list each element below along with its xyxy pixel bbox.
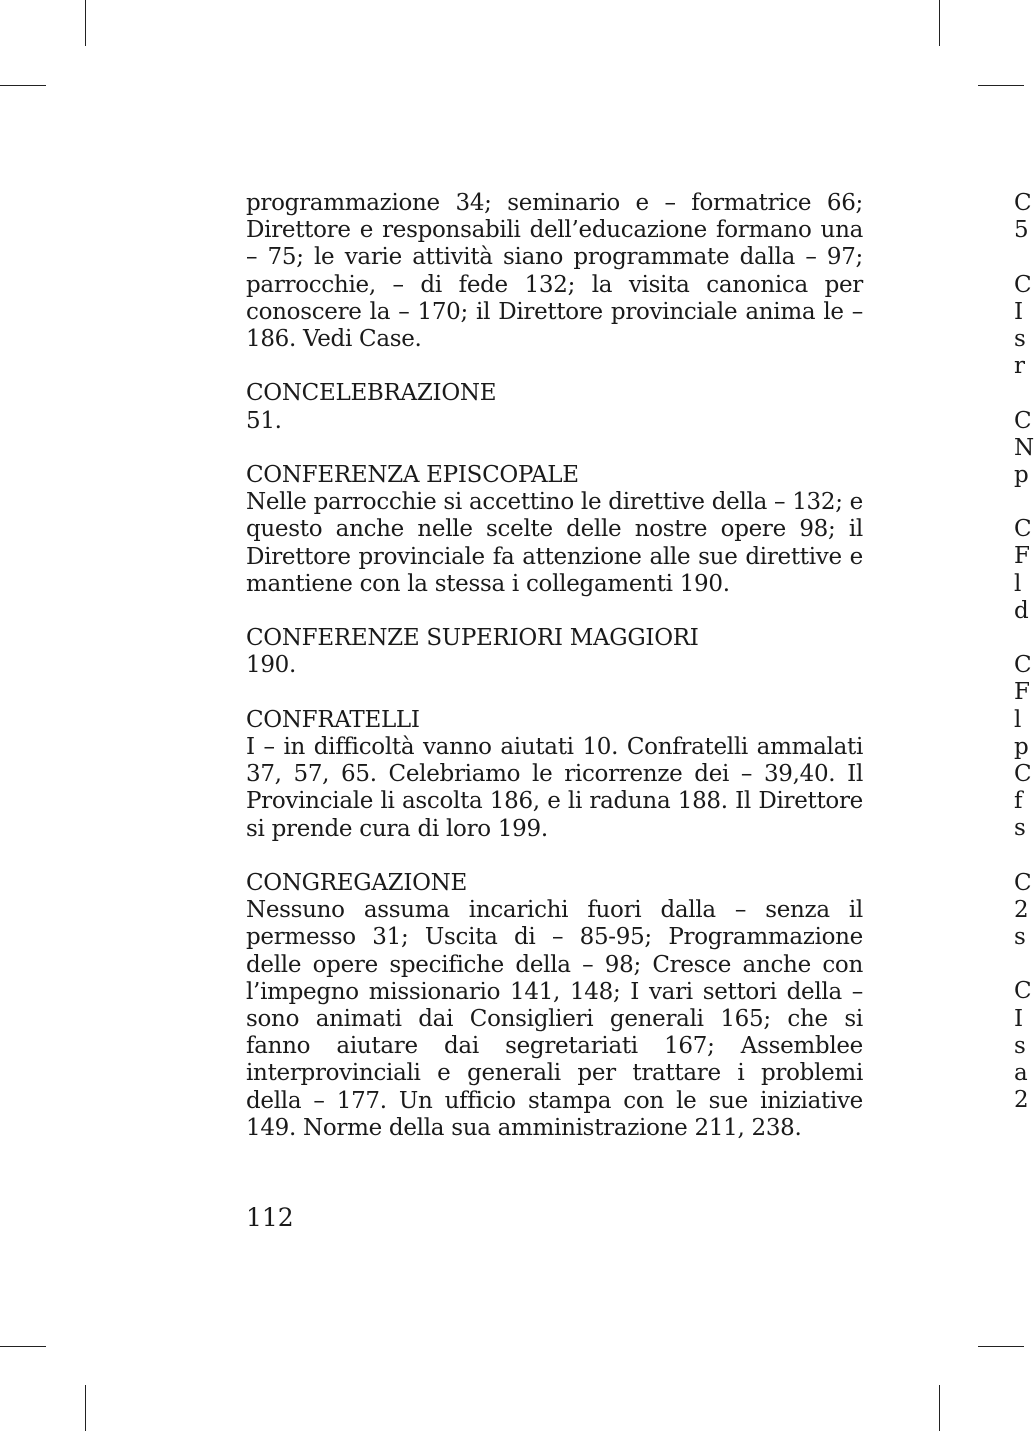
next-column-letter: C	[1014, 190, 1032, 216]
next-column-letter: p	[1014, 733, 1029, 760]
next-column-letter: f	[1014, 788, 1023, 815]
next-column-letter: s	[1014, 815, 1026, 842]
next-column-letter: l	[1014, 706, 1022, 733]
index-entry-text: 190.	[246, 652, 297, 679]
index-entry	[246, 462, 863, 598]
next-column-letter: s	[1014, 1032, 1026, 1059]
next-column-letter: 2	[1014, 896, 1029, 923]
next-column-letter: C	[1014, 271, 1032, 298]
index-entry	[246, 870, 863, 1142]
index-entry-heading: CONFERENZA EPISCOPALE	[246, 462, 579, 488]
crop-mark-top-left-vertical	[85, 0, 86, 46]
crop-mark-top-right-horizontal	[978, 85, 1024, 86]
index-entry-text: Nelle parrocchie si accettino le direttive della – 132; e questo anche nelle scelte delle nostre opere 98; il Direttore provinciale fa attenzione alle sue direttive e mantiene con la stessa i collegamenti 190.	[246, 489, 863, 597]
next-column-letter: 5	[1014, 217, 1029, 244]
next-column-letter: d	[1014, 597, 1029, 624]
next-column-letter: C	[1014, 652, 1032, 679]
next-column-letter: l	[1014, 570, 1022, 597]
next-column-letter: N	[1014, 434, 1034, 461]
crop-mark-top-right-vertical	[939, 0, 940, 46]
next-column-letter: r	[1014, 353, 1025, 380]
index-entry	[246, 625, 863, 679]
next-column-letter: a	[1014, 1060, 1028, 1086]
index-entry-text: Nessuno assuma incarichi fuori dalla – senza il permesso 31; Uscita di – 85-95; Programmazione delle opere specifiche della – 98; Cresce anche con l’impegno missionario 141, 148; I vari settori della – sono animati dai Consiglieri generali 165; che si fanno aiutare dai segretariati 167; Assemblee interprovinciali e generali per trattare i problemi della – 177. Un ufficio stampa con le sue iniziative 149. Norme della sua amministrazione 211, 238.	[246, 897, 863, 1141]
crop-mark-bottom-left-horizontal	[0, 1346, 46, 1347]
index-continuation-text: programmazione 34; seminario e – formatrice 66; Direttore e responsabili dell’educazione formano una – 75; le varie attività siano programmate dalla – 97; parrocchie, – di fede 132; la visita canonica per conoscere la – 170; il Direttore provinciale anima le – 186. Vedi Case.	[246, 190, 863, 353]
next-column-letter: I	[1014, 298, 1024, 325]
index-entry-heading: CONFRATELLI	[246, 706, 420, 733]
next-column-letter: F	[1014, 543, 1030, 570]
page-number: 112	[246, 1203, 294, 1232]
next-column-letter: C	[1014, 407, 1032, 434]
next-column-letter	[1014, 489, 1024, 516]
index-entry	[246, 707, 863, 843]
crop-mark-bottom-left-vertical	[85, 1385, 86, 1431]
next-column-letter: F	[1014, 679, 1030, 706]
next-column-letter: 2	[1014, 1087, 1029, 1114]
index-entry	[246, 380, 863, 434]
next-column-letter: s	[1014, 325, 1026, 352]
index-entry-text: 51.	[246, 407, 282, 434]
next-column-letter: C	[1014, 978, 1032, 1005]
crop-mark-bottom-right-horizontal	[978, 1346, 1024, 1347]
next-column-letter: p	[1014, 461, 1029, 488]
index-entry-heading: CONFERENZE SUPERIORI MAGGIORI	[246, 625, 699, 652]
index-column	[246, 190, 863, 1169]
next-column-fragment	[1014, 190, 1034, 1114]
next-column-letter: C	[1014, 516, 1032, 543]
next-column-letter	[1014, 244, 1024, 271]
next-column-letter	[1014, 843, 1024, 870]
crop-mark-top-left-horizontal	[0, 85, 46, 86]
next-column-letter: s	[1014, 924, 1026, 951]
next-column-letter: C	[1014, 760, 1032, 787]
next-column-letter	[1014, 625, 1024, 652]
crop-mark-bottom-right-vertical	[939, 1385, 940, 1431]
index-entry-heading: CONGREGAZIONE	[246, 870, 467, 896]
index-entry-heading: CONCELEBRAZIONE	[246, 380, 497, 407]
next-column-letter	[1014, 951, 1024, 978]
next-column-letter: I	[1014, 1005, 1024, 1032]
next-column-letter	[1014, 380, 1024, 407]
next-column-letter: C	[1014, 869, 1032, 896]
index-entry-text: I – in difficoltà vanno aiutati 10. Confratelli ammalati 37, 57, 65. Celebriamo le ricorrenze dei – 39,40. Il Provinciale li ascolta 186, e li raduna 188. Il Direttore si prende cura di loro 199.	[246, 734, 863, 842]
